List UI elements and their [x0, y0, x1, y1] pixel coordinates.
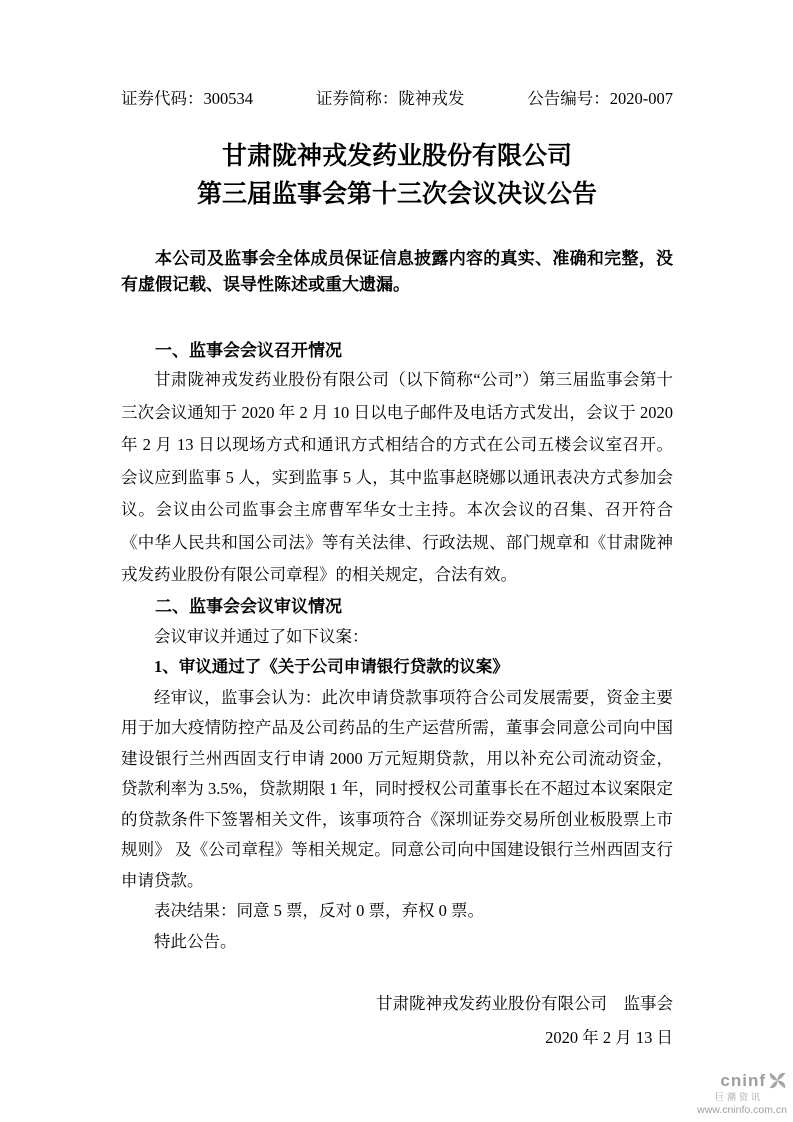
- stock-code: 证券代码：300534: [121, 89, 253, 108]
- section1-body: 甘肃陇神戎发药业股份有限公司（以下简称“公司”）第三届监事会第十三次会议通知于 2020 年 2 月 10 日以电子邮件及电话方式发出，会议于 2020 年 2 月 13 日以现场方式和通讯方式相结合的方式在公司五楼会议室召开。会议应到监事 5 人，实到监事 5 人，其中监事赵晓娜以通讯表决方式参加会议。会议由公司监事会主席曹军华女士主持。本次会议的召集、召开符合《中华人民共和国公司法》等有关法律、行政法规、部门规章和《甘肃陇神戎发药业股份有限公司章程》的相关规定，合法有效。: [121, 370, 673, 584]
- title-line-2: 第三届监事会第十三次会议决议公告: [196, 181, 597, 208]
- doc-header: [121, 88, 673, 110]
- vote-result: 表决结果：同意 5 票，反对 0 票，弃权 0 票。: [154, 901, 484, 920]
- cninfo-brand-text: cninf: [720, 1071, 766, 1091]
- signature-block: [121, 987, 673, 1055]
- stock-abbr: 证券简称：陇神戎发: [315, 89, 465, 108]
- cninfo-url: www.cninfo.com.cn: [697, 1103, 787, 1116]
- closing-note: 特此公告。: [154, 931, 237, 951]
- section2-intro: 会议审议并通过了如下议案：: [154, 626, 369, 646]
- item1-heading: 1、审议通过了《关于公司申请银行贷款的议案》: [154, 657, 509, 676]
- cninfo-watermark: [697, 1071, 787, 1116]
- cninfo-logo-row: [697, 1071, 787, 1091]
- item1-body: 经审议，监事会认为：此次申请贷款事项符合公司发展需要，资金主要用于加大疫情防控产品及公司药品的生产运营所需，董事会同意公司向中国建设银行兰州西固支行申请 2000 万元短期贷款，用以补充公司流动资金，贷款利率为 3.5%，贷款期限 1 年，同时授权公司董事长在不超过本议案限定的贷款条件下签署相关文件，该事项符合《深圳证券交易所创业板股票上市规则》 及《公司章程》等相关规定。同意公司向中国建设银行兰州西固支行申请贷款。: [121, 687, 673, 890]
- announcement-no: 公告编号：2020-007: [527, 89, 673, 108]
- section1-heading: 一、监事会会议召开情况: [155, 341, 342, 360]
- document-content: [121, 0, 673, 1055]
- cninfo-pinwheel-icon: [768, 1071, 787, 1090]
- title-line-1: 甘肃陇神戎发药业股份有限公司: [221, 143, 572, 170]
- cninfo-name: 巨潮资讯: [714, 1091, 763, 1102]
- document-title: [121, 138, 673, 214]
- signature-company: 甘肃陇神戎发药业股份有限公司 监事会: [376, 994, 673, 1013]
- signature-date: 2020 年 2 月 13 日: [545, 1028, 673, 1047]
- disclaimer-paragraph: 本公司及监事会全体成员保证信息披露内容的真实、准确和完整，没有虚假记载、误导性陈述或重大遗漏。: [121, 249, 673, 294]
- section2-heading: 二、监事会会议审议情况: [155, 596, 342, 616]
